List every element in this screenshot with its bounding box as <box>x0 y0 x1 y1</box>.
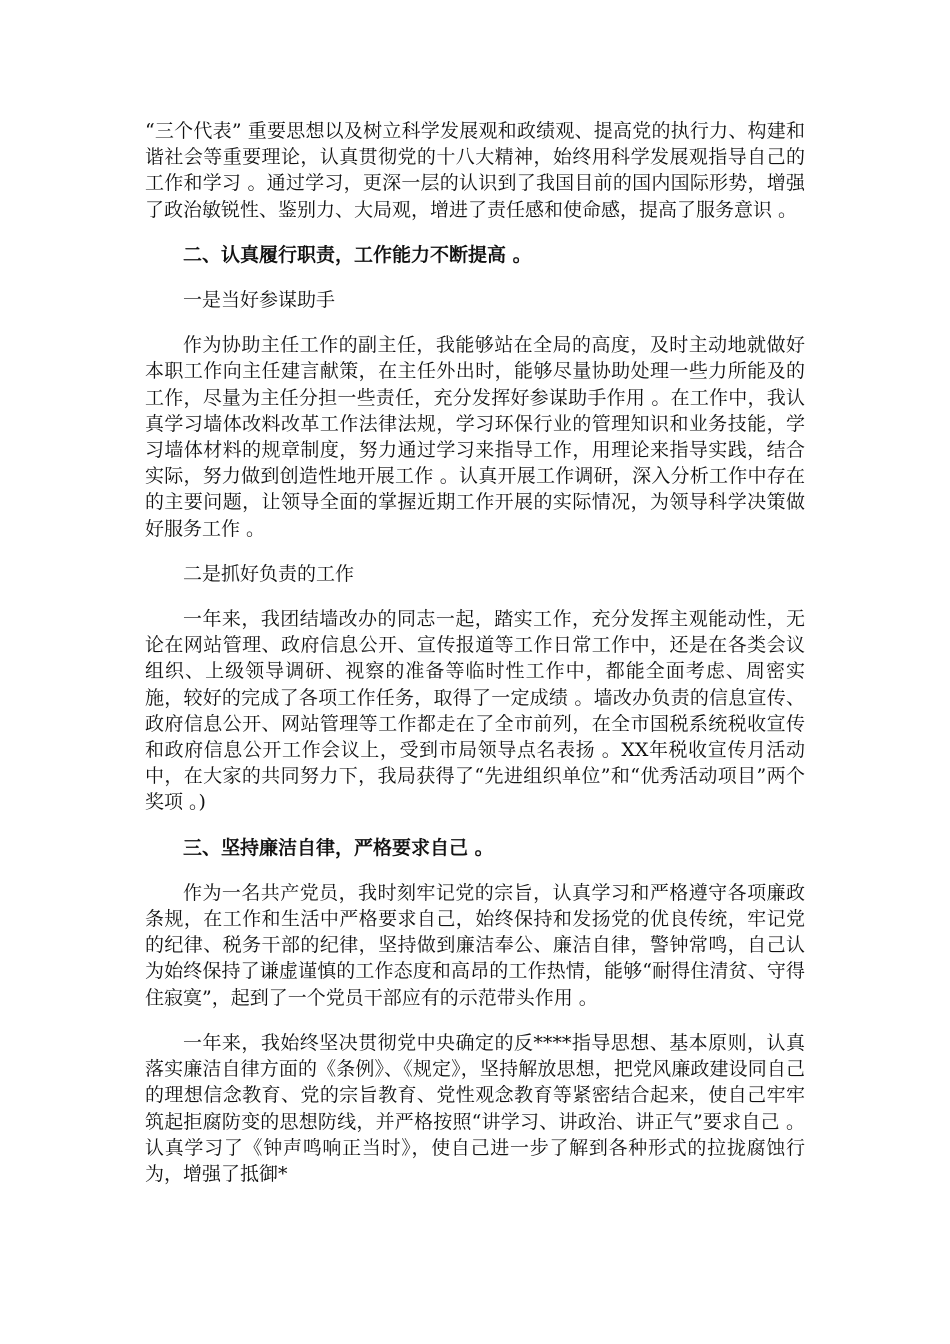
paragraph-intro-continuation: “三个代表” 重要思想以及树立科学发展观和政绩观、提高党的执行力、构建和谐社会等重要理论，认真贯彻党的十八大精神，始终用科学发展观指导自己的工作和学习 。通过学习，更深一层的认识到了我国目前的国内国际形势，增强了政治敏锐性、鉴别力、大局观，增进了责任感和使命感，提高了服务意识 。 <box>145 120 805 221</box>
paragraph-anti-corruption: 一年来，我始终坚决贯彻党中央确定的反****指导思想、基本原则，认真落实廉洁自律方面的《条例》、《规定》，坚持解放思想，把党风廉政建设同自己的理想信念教育、党的宗旨教育、党性观念教育等紧密结合起来，使自己牢牢筑起拒腐防变的思想防线，并严格按照“讲学习、讲政治、讲正气”要求自己 。认真学习了《钟声鸣响正当时》，使自己进一步了解到各种形式的拉拢腐蚀行为，增强了抵御* <box>145 1031 805 1185</box>
section-heading-3: 三、坚持廉洁自律，严格要求自己 。 <box>183 836 494 859</box>
paragraph-advisor: 作为协助主任工作的副主任，我能够站在全局的高度，及时主动地就做好本职工作向主任建言献策，在主任外出时，能够尽量协助处理一些力所能及的工作，尽量为主任分担一些责任，充分发挥好参谋助手作用 。在工作中，我认真学习墙体改料改革工作法律法规，学习环保行业的管理知识和业务技能，学习墙体材料的规章制度，努力通过学习来指导工作，用理论来指导实践，结合实际，努力做到创造性地开展工作 。认真开展工作调研，深入分析工作中存在的主要问题，让领导全面的掌握近期工作开展的实际情况，为领导科学决策做好服务工作 。 <box>145 334 805 540</box>
document-body <box>145 118 805 1206</box>
paragraph-party-member: 作为一名共产党员，我时刻牢记党的宗旨，认真学习和严格遵守各项廉政条规，在工作和生活中严格要求自己，始终保持和发扬党的优良传统，牢记党的纪律、税务干部的纪律，坚持做到廉洁奉公、廉洁自律，警钟常鸣，自己认为始终保持了谦虚谨慎的工作态度和高昂的工作热情，能够“耐得住清贫、守得住寂寞”，起到了一个党员干部应有的示范带头作用 。 <box>145 881 805 1009</box>
subheading-advisor: 一是当好参谋助手 <box>183 289 336 312</box>
paragraph-responsible-work: 一年来，我团结墙改办的同志一起，踏实工作，充分发挥主观能动性，无论在网站管理、政府信息公开、宣传报道等工作日常工作中，还是在各类会议组织、上级领导调研、视察的准备等临时性工作中，都能全面考虑、周密实施，较好的完成了各项工作任务，取得了一定成绩 。墙改办负责的信息宣传、政府信息公开、网站管理等工作都走在了全市前列，在全市国税系统税收宣传和政府信息公开工作会议上，受到市局领导点名表扬 。XX年税收宣传月活动中，在大家的共同努力下，我局获得了“先进组织单位”和“优秀活动项目”两个奖项 。) <box>145 608 805 814</box>
subheading-responsible-work: 二是抓好负责的工作 <box>183 562 355 585</box>
section-heading-2: 二、认真履行职责，工作能力不断提高 。 <box>183 243 532 266</box>
